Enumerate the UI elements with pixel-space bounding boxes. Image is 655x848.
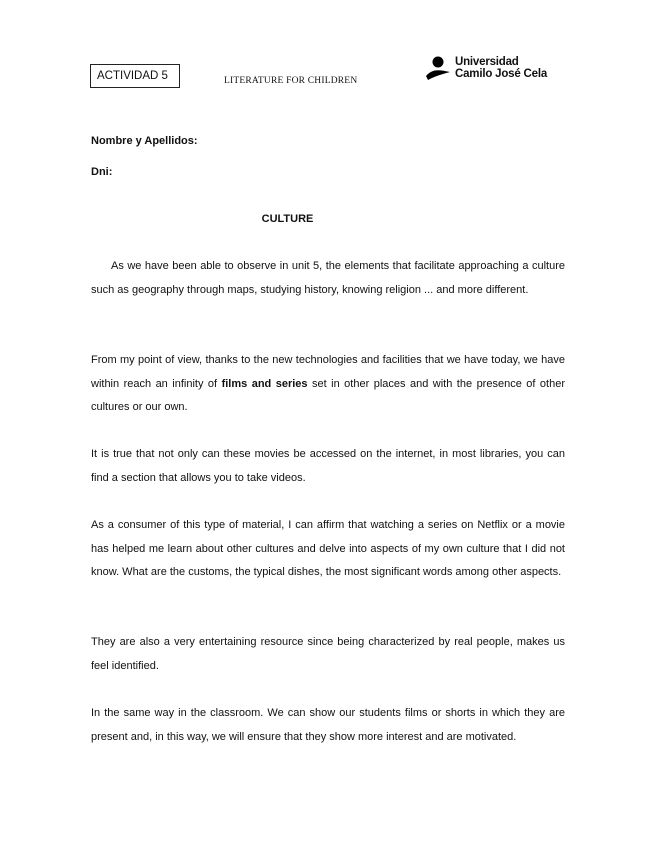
paragraph-6: In the same way in the classroom. We can show our students films or shorts in which they are present and, in this way, we will ensure that they show more interest and are motivated. xyxy=(91,707,565,743)
university-logo-icon xyxy=(425,55,451,81)
course-title: LITERATURE FOR CHILDREN xyxy=(224,76,358,86)
dni-label: Dni: xyxy=(91,166,113,178)
university-logo-text xyxy=(455,56,547,80)
paragraph-3: It is true that not only can these movies be accessed on the internet, in most libraries, you can find a section that allows you to take videos. xyxy=(91,448,565,484)
paragraph-5: They are also a very entertaining resource since being characterized by real people, makes us feel identified. xyxy=(91,636,565,672)
paragraph-1: As we have been able to observe in unit 5, the elements that facilitate approaching a culture such as geography through maps, studying history, knowing religion ... and more different. xyxy=(91,260,565,296)
name-label: Nombre y Apellidos: xyxy=(91,135,198,147)
activity-badge xyxy=(90,64,180,88)
logo-line-2: Camilo José Cela xyxy=(455,68,548,80)
paragraph-2-text-a: From my point of view, thanks to the new technologies and facilities that we have today, we have within reach an infinity of xyxy=(91,354,565,390)
paragraph-2-text-b: set in other places and with the presence of other cultures or our own. xyxy=(91,377,565,413)
paragraph-2 xyxy=(91,349,565,420)
paragraph-2-bold: films and series xyxy=(221,377,308,390)
paragraph-4: As a consumer of this type of material, I can affirm that watching a series on Netflix or a movie has helped me learn about other cultures and delve into aspects of my own culture that I did not know. What are the customs, the typical dishes, the most significant words among other aspects. xyxy=(91,519,565,578)
activity-label: ACTIVIDAD 5 xyxy=(97,70,168,82)
university-logo xyxy=(425,55,547,81)
section-heading: CULTURE xyxy=(261,213,314,225)
logo-line-1: Universidad xyxy=(455,56,519,68)
